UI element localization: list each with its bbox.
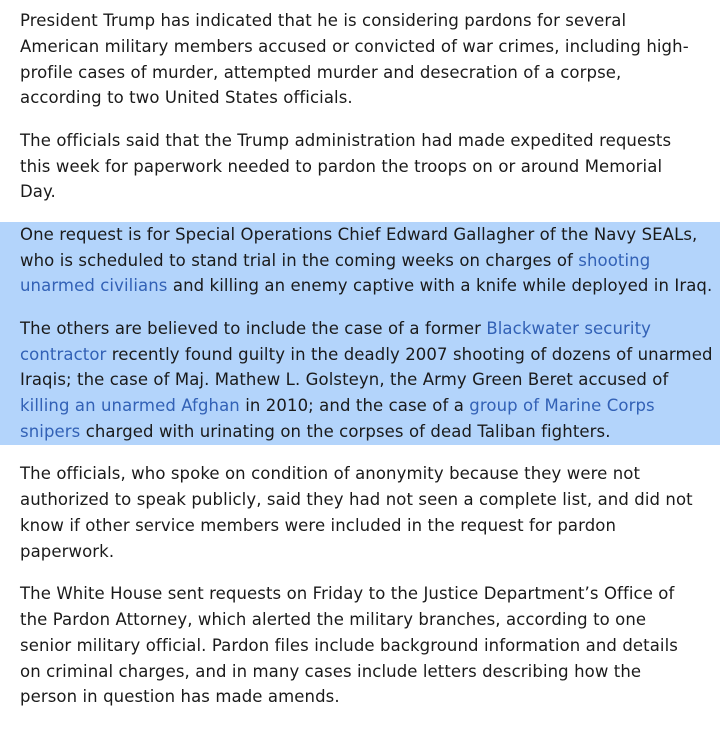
paragraph-4-selected[interactable] (0, 316, 720, 445)
paragraph-4-text-d: charged with urinating on the corpses of dead Taliban fighters. (80, 421, 611, 441)
paragraph-5: The officials, who spoke on condition of anonymity because they were not authorized to speak publicly, said they had not seen a complete list, and did not know if other service members were included in the request for pardon paperwork. (20, 464, 693, 561)
paragraph-4-text-c: in 2010; and the case of a (239, 396, 470, 416)
article-body (20, 8, 713, 727)
link-killing-an-unarmed-afghan[interactable]: killing an unarmed Afghan (20, 396, 240, 416)
paragraph-3-text-b: and killing an enemy captive with a knife while deployed in Iraq. (167, 276, 713, 296)
paragraph-1: President Trump has indicated that he is considering pardons for several American military members accused or convicted of war crimes, including high-profile cases of murder, attempted murder and desecration of a corpse, according to two United States officials. (20, 11, 689, 108)
link-group-of-marine-corps-snipers[interactable]: group of Marine Corps snipers (20, 396, 655, 441)
paragraph-6: The White House sent requests on Friday to the Justice Department’s Office of the Pardon Attorney, which alerted the military branches, according to one senior military official. Pardon files include background information and details on criminal charges, and in many cases include letters describing how the person in question has made amends. (20, 584, 678, 707)
paragraph-4-text-a: The others are believed to include the case of a former (20, 318, 487, 338)
paragraph-3-text-a: One request is for Special Operations Chief Edward Gallagher of the Navy SEALs, who is scheduled to stand trial in the coming weeks on charges of (20, 224, 698, 270)
paragraph-4-text-b: recently found guilty in the deadly 2007 shooting of dozens of unarmed Iraqis; the case of Maj. Mathew L. Golsteyn, the Army Green Beret accused of (20, 344, 713, 390)
paragraph-2: The officials said that the Trump administration had made expedited requests this week for paperwork needed to pardon the troops on or around Memorial Day. (20, 130, 672, 202)
selection-gap (0, 299, 720, 316)
link-shooting-unarmed-civilians[interactable]: shooting unarmed civilians (20, 250, 651, 296)
link-blackwater-security-contractor[interactable]: Blackwater security contractor (20, 318, 652, 364)
paragraph-3-selected[interactable] (0, 222, 720, 299)
